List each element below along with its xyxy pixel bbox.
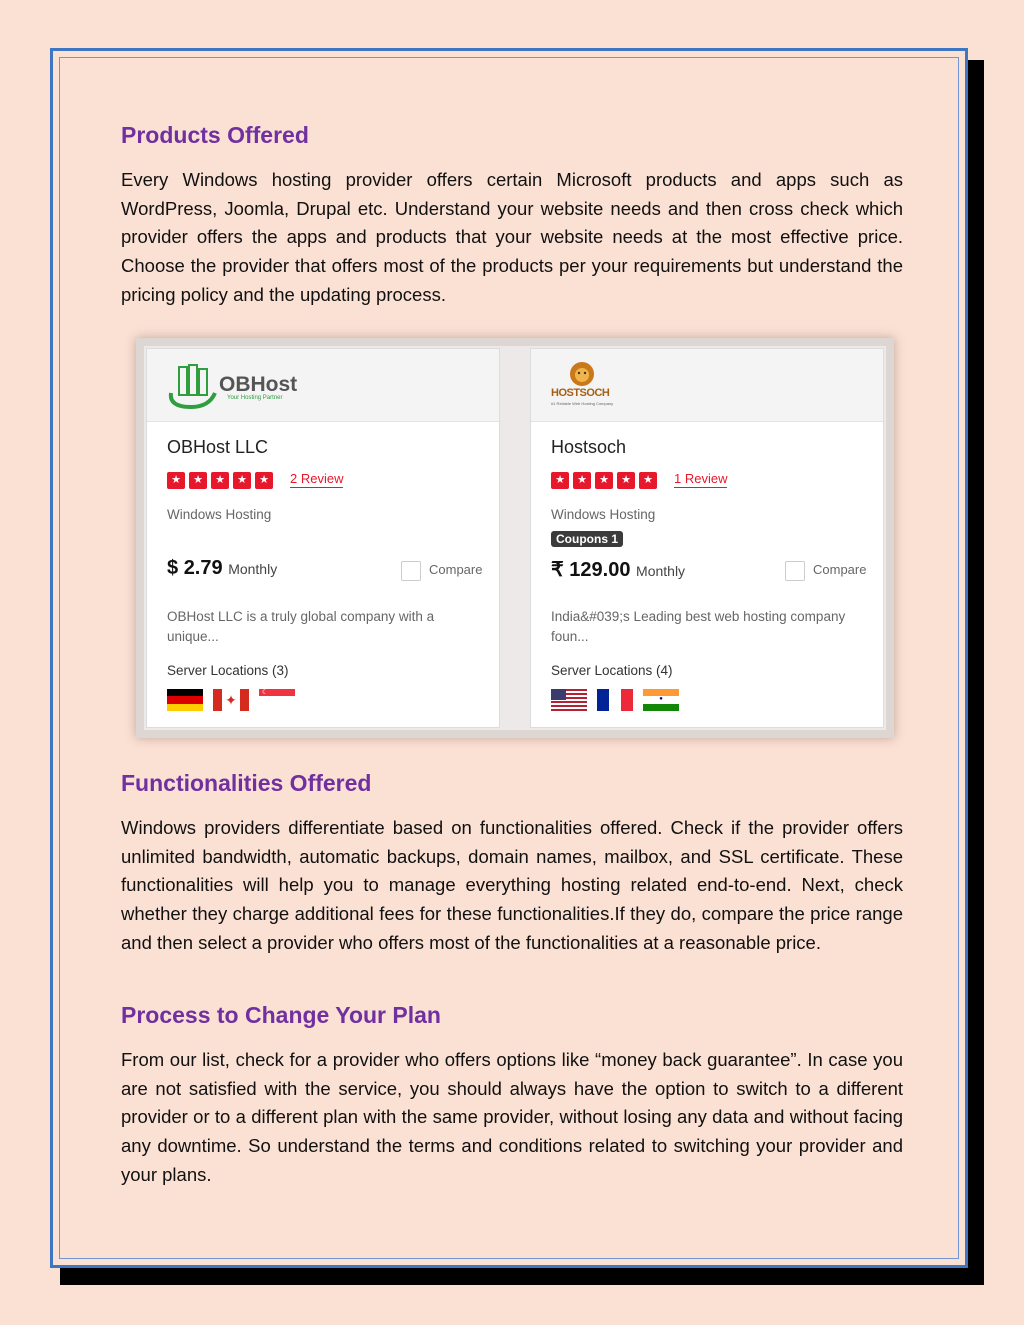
review-link[interactable]: 2 Review — [290, 471, 344, 486]
rating-stars — [551, 472, 657, 489]
provider-logo-area — [147, 349, 499, 422]
provider-card-obhost[interactable] — [146, 348, 500, 728]
price-value: 2.79 — [183, 557, 223, 579]
server-flags — [167, 689, 295, 711]
star-icon: ★ — [189, 472, 207, 489]
price-period: Monthly — [636, 563, 686, 579]
compare-checkbox[interactable] — [401, 561, 421, 581]
products-heading: Products Offered — [121, 122, 309, 148]
functionalities-body-wrap — [121, 814, 903, 958]
server-flags — [551, 689, 679, 711]
rating-stars — [167, 472, 273, 489]
star-icon: ★ — [639, 472, 657, 489]
compare-label[interactable]: Compare — [429, 562, 483, 577]
review-link[interactable]: 1 Review — [674, 471, 728, 486]
star-icon: ★ — [167, 472, 185, 489]
star-icon: ★ — [595, 472, 613, 489]
obhost-logo-text: OBHost — [219, 373, 298, 396]
provider-name[interactable]: Hostsoch — [551, 437, 627, 457]
compare-checkbox[interactable] — [785, 561, 805, 581]
provider-cards-image — [136, 338, 894, 738]
hostsoch-logo-text: HOSTSOCH — [551, 387, 610, 399]
hosting-type: Windows Hosting — [551, 507, 656, 522]
obhost-logo-icon — [165, 363, 225, 411]
server-locations-label: Server Locations (3) — [167, 663, 289, 678]
compare-label[interactable]: Compare — [813, 562, 867, 577]
provider-description: OBHost LLC is a truly global company with a unique... — [167, 609, 435, 644]
server-locations-label: Server Locations (4) — [551, 663, 673, 678]
france-flag-icon — [597, 689, 633, 711]
germany-flag-icon — [167, 689, 203, 711]
hosting-type: Windows Hosting — [167, 507, 272, 522]
coupon-badge[interactable]: Coupons 1 — [551, 531, 623, 547]
star-icon: ★ — [551, 472, 569, 489]
process-body-wrap — [121, 1046, 903, 1190]
provider-logo-area — [531, 349, 883, 422]
star-icon: ★ — [573, 472, 591, 489]
products-body: Every Windows hosting provider offers certain Microsoft products and apps such as WordPress, Joomla, Drupal etc. Understand your website needs and then cross check which provider offers the apps and products that your website needs at the most effective price. Choose the provider that offers most of the products per your requirements but understand the pricing policy and the updating process. — [121, 169, 903, 305]
currency-symbol: ₹ — [551, 559, 564, 581]
products-body-wrap — [121, 166, 903, 310]
provider-name[interactable]: OBHost LLC — [167, 437, 269, 457]
price — [551, 557, 685, 582]
functionalities-heading: Functionalities Offered — [121, 770, 372, 796]
currency-symbol: $ — [167, 557, 179, 579]
process-body: From our list, check for a provider who offers options like “money back guarantee”. In case you are not satisfied with the service, you should always have the option to switch to a different provider or to a different plan with the same provider, without losing any data and without facing any downtime. So understand the terms and conditions related to switching your provider and your plans. — [121, 1049, 903, 1185]
star-icon: ★ — [233, 472, 251, 489]
star-icon: ★ — [211, 472, 229, 489]
functionalities-section — [121, 770, 903, 797]
hostsoch-lion-logo-icon — [567, 361, 597, 387]
obhost-logo-tagline: Your Hosting Partner — [227, 395, 283, 401]
india-flag-icon: ● — [643, 689, 679, 711]
price-value: 129.00 — [569, 559, 631, 581]
hostsoch-logo-tagline: #1 Reliable Web Hosting Company — [551, 401, 614, 406]
singapore-flag-icon: ☾ — [259, 689, 295, 703]
price — [167, 557, 277, 580]
provider-description: India&#039;s Leading best web hosting company foun... — [551, 609, 846, 644]
functionalities-body: Windows providers differentiate based on functionalities offered. Check if the provider offers unlimited bandwidth, automatic backups, domain names, mailbox, and SSL certificate. These functionalities will help you to manage everything hosting related end-to-end. Next, check whether they charge additional fees for these functionalities.If they do, compare the price range and then select a provider who offers most of the functionalities at a reasonable price. — [121, 817, 903, 953]
price-period: Monthly — [228, 561, 278, 577]
products-section — [121, 122, 903, 149]
provider-card-hostsoch[interactable] — [530, 348, 884, 728]
star-icon: ★ — [255, 472, 273, 489]
process-heading: Process to Change Your Plan — [121, 1002, 441, 1028]
usa-flag-icon — [551, 689, 587, 711]
star-icon: ★ — [617, 472, 635, 489]
canada-flag-icon: ✦ — [213, 689, 249, 711]
process-section — [121, 1002, 903, 1029]
